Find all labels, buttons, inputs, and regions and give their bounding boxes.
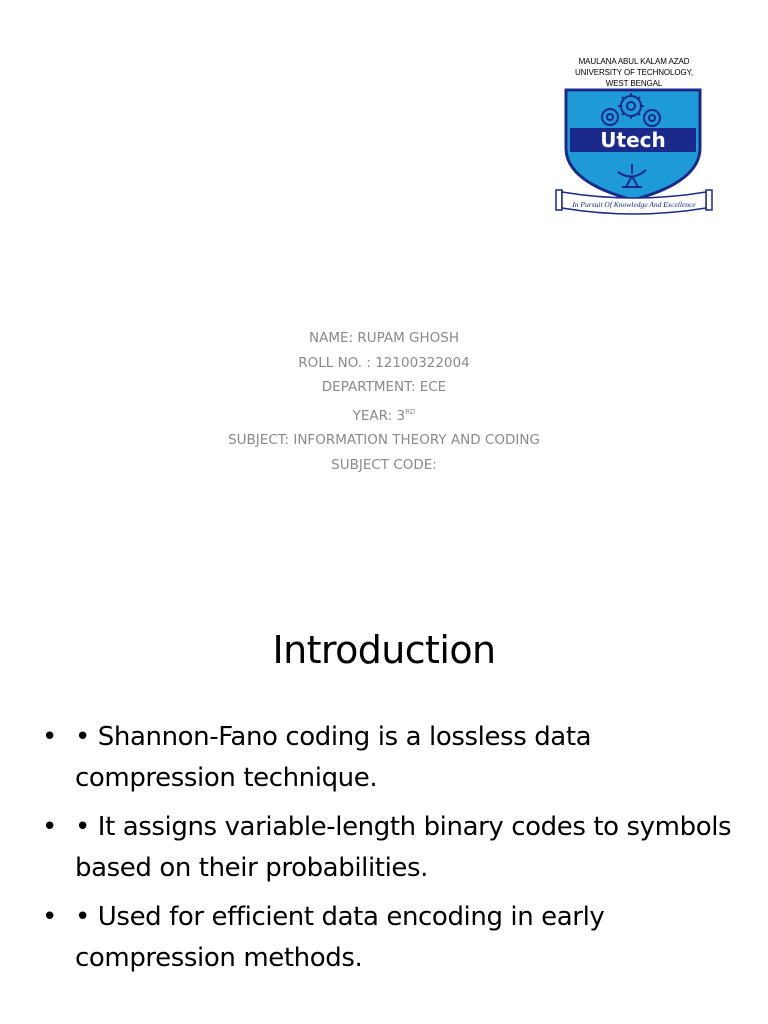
bullet-text: • Used for efficient data encoding in early compression methods. [75, 902, 605, 973]
utech-shield-emblem [552, 86, 716, 220]
year [0, 400, 768, 429]
bullet-text: • Shannon-Fano coding is a lossless data compression technique. [75, 722, 592, 793]
bullet-item [40, 807, 740, 889]
roll-number: ROLL NO. : 12100322004 [298, 354, 470, 371]
bullet-text: • It assigns variable-length binary codes to symbols based on their probabilities. [75, 812, 732, 883]
student-info [0, 326, 768, 478]
year-text: YEAR: 3 [352, 407, 406, 424]
shield-text: Utech [600, 128, 666, 152]
bullet-marker: • [42, 812, 57, 842]
department: DEPARTMENT: ECE [321, 379, 447, 396]
bullet-marker: • [42, 902, 57, 932]
logo-header-line: UNIVERSITY OF TECHNOLOGY, [575, 68, 693, 77]
subject-code: SUBJECT CODE: [331, 456, 437, 473]
student-name: NAME: RUPAM GHOSH [308, 330, 460, 346]
introduction-slide [0, 585, 768, 1024]
year-superscript: RD [405, 407, 416, 416]
subject: SUBJECT: INFORMATION THEORY AND CODING [228, 432, 540, 449]
bullet-item [40, 897, 740, 979]
bullet-marker: • [42, 722, 57, 752]
bullet-list [40, 717, 740, 987]
university-logo [552, 52, 716, 222]
logo-header [552, 56, 716, 89]
logo-header-line: WEST BENGAL [605, 79, 663, 88]
logo-header-line: MAULANA ABUL KALAM AZAD [578, 57, 690, 66]
motto-text: In Pursuit Of Knowledge And Excellence [572, 200, 696, 209]
bullet-item [40, 717, 740, 799]
slide-title: Introduction [272, 628, 496, 672]
